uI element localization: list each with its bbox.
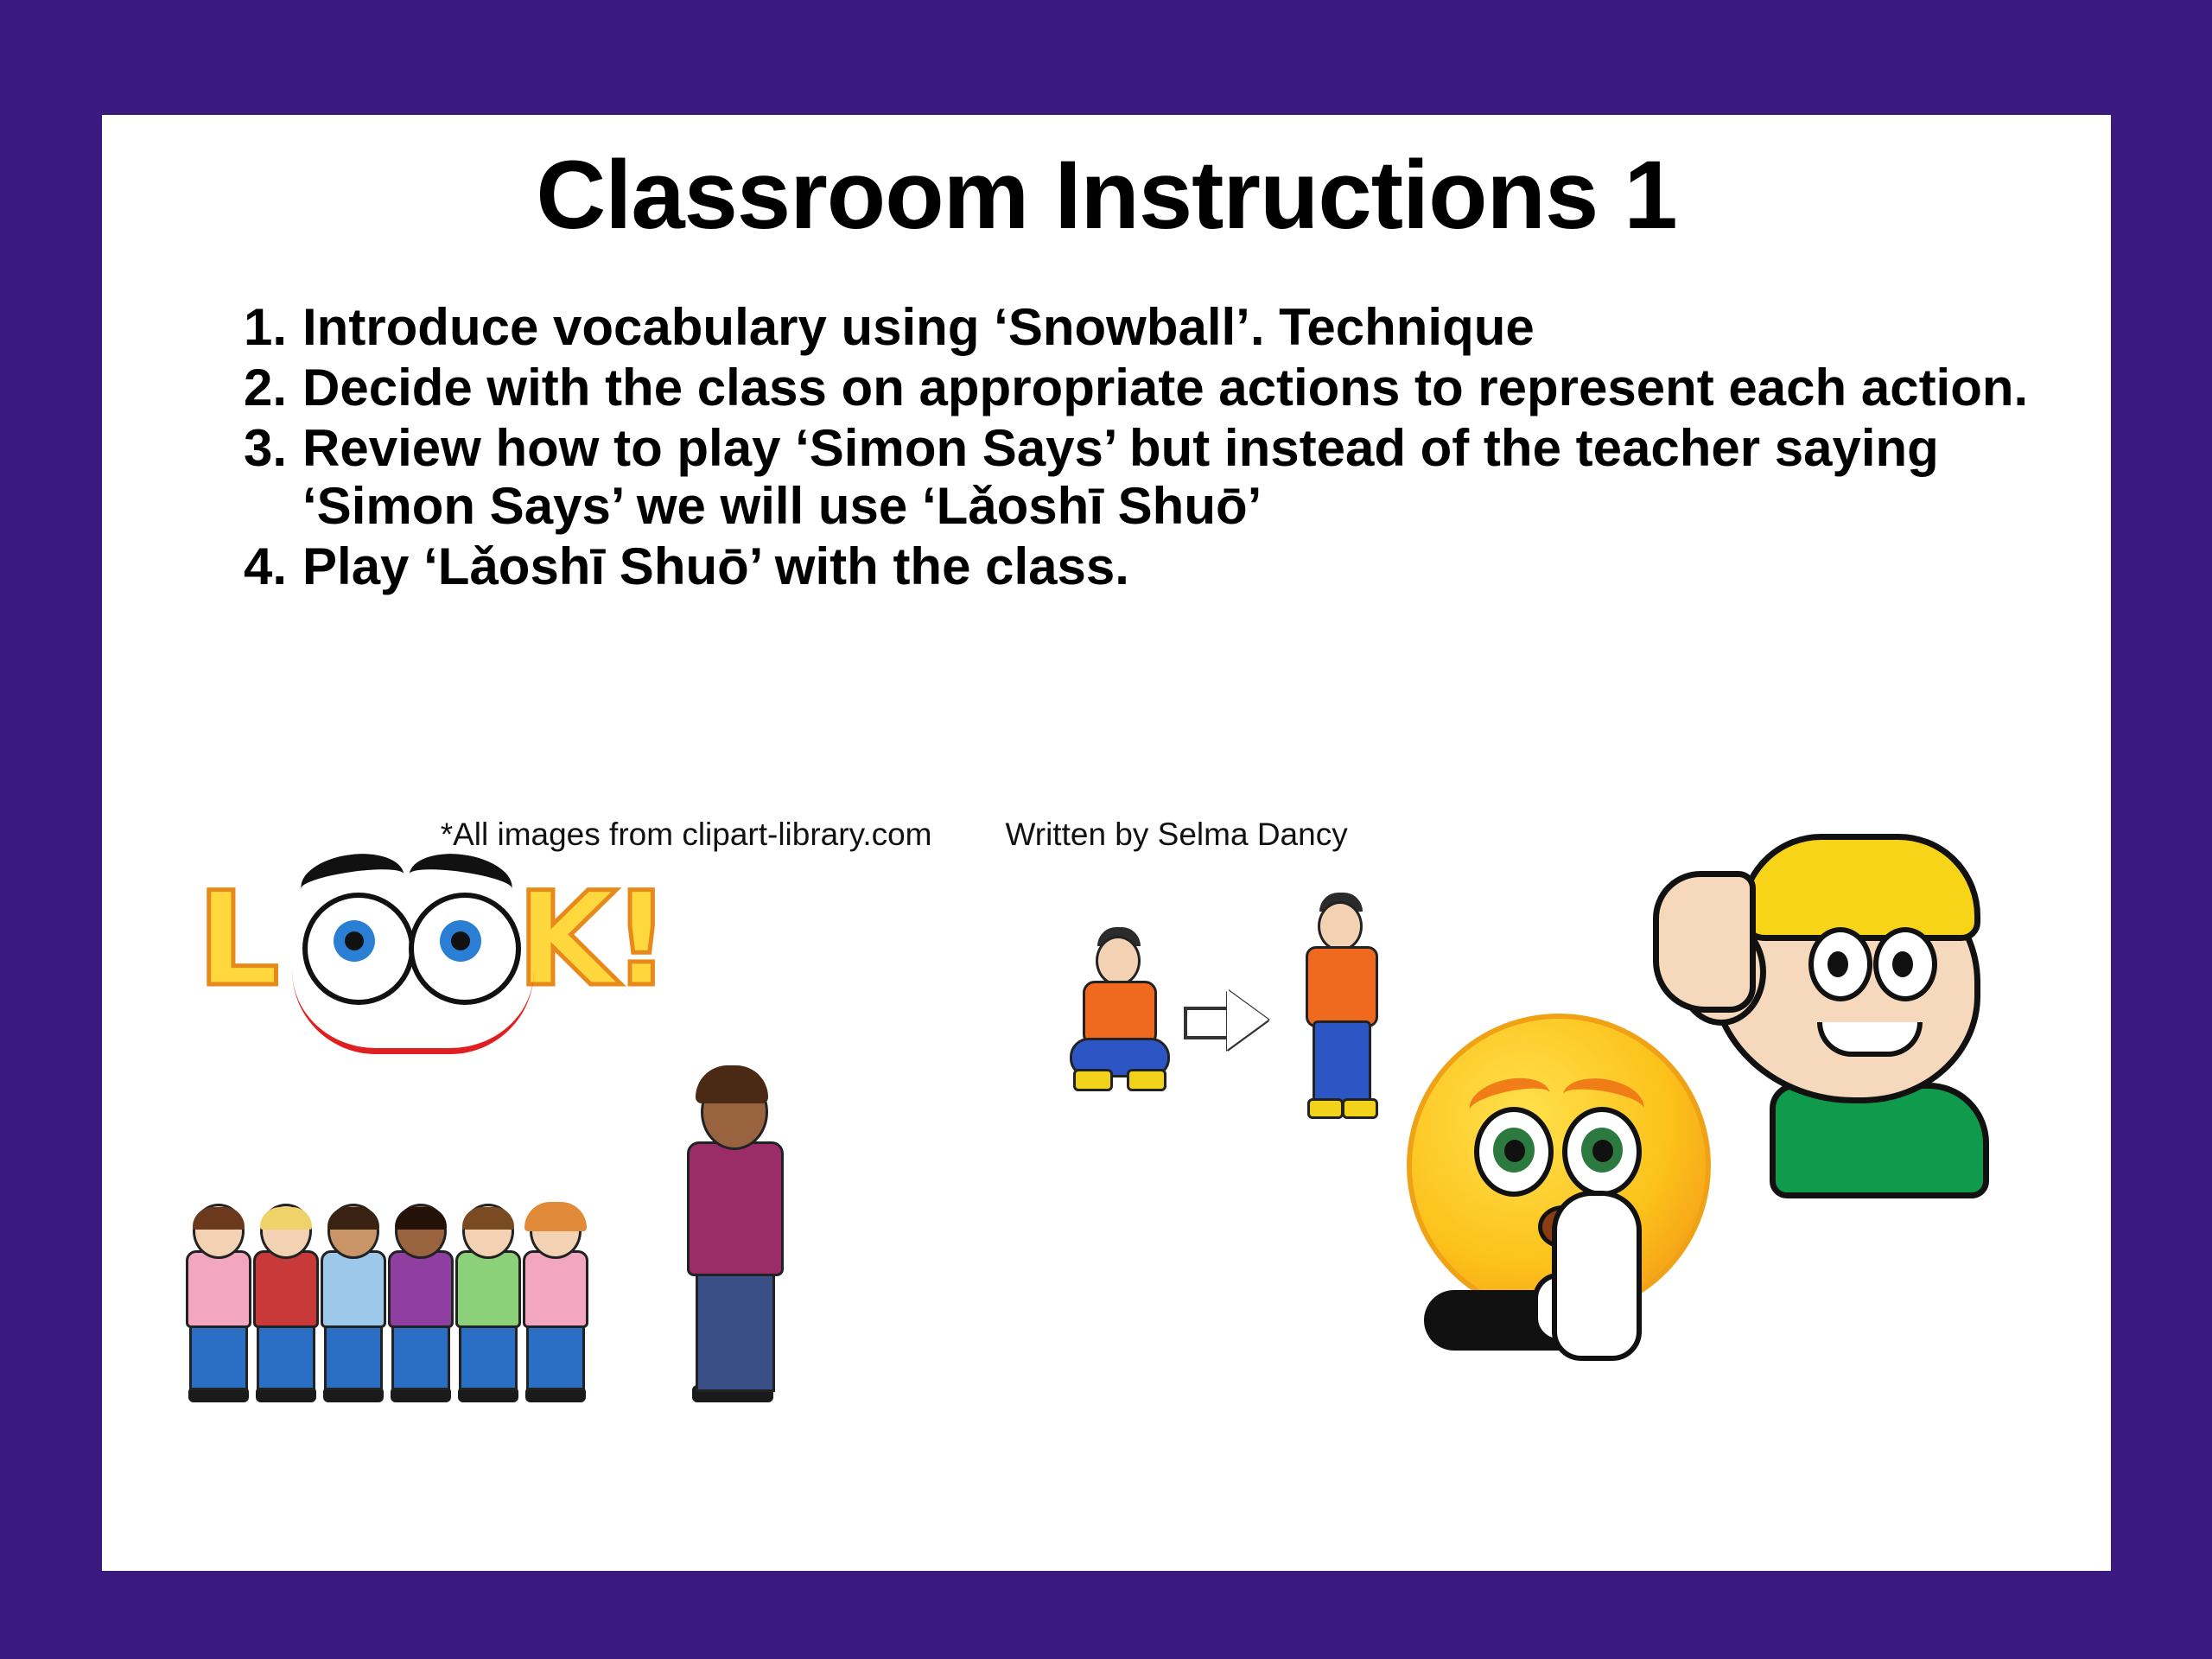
list-item-text: Introduce vocabulary using ‘Snowball’. Technique [302, 298, 1535, 356]
sitting-person-icon [1061, 927, 1182, 1117]
list-item-text: Play ‘Lǎoshī Shuō’ with the class. [302, 537, 1129, 596]
page-title: Classroom Instructions 1 [536, 141, 1677, 249]
stand-up-figures-icon [1052, 893, 1415, 1169]
list-item-text: Decide with the class on appropriate actions to represent each action. [302, 358, 2029, 416]
child-figure [521, 1200, 590, 1402]
look-word-art-icon [197, 849, 681, 1048]
child-figure [454, 1204, 523, 1402]
credit-images: *All images from clipart-library.com [440, 817, 932, 852]
look-exclamation: ! [612, 865, 671, 1015]
child-figure [319, 1202, 388, 1402]
list-item-number: 2. [243, 358, 287, 416]
instruction-list [223, 298, 2046, 598]
list-item-number: 1. [243, 298, 287, 356]
child-figure [184, 1204, 253, 1402]
thinking-emoji-icon [1407, 1014, 1735, 1351]
list-item-text: Review how to play ‘Simon Says’ but instead of the teacher saying ‘Simon Says’ we will use ‘Lǎoshī Shuō’ [302, 418, 1939, 536]
class-group-icon [184, 1039, 806, 1402]
list-item-number: 4. [243, 537, 287, 596]
credit-author: Written by Selma Dancy [1005, 817, 1348, 852]
list-item-number: 3. [243, 418, 287, 477]
teacher-figure [668, 1065, 798, 1402]
list-item [223, 298, 2046, 357]
slide-canvas [102, 115, 2111, 1571]
artwork-area [102, 841, 2111, 1571]
list-item [223, 537, 2046, 596]
child-figure [251, 1195, 321, 1402]
child-figure [386, 1198, 455, 1402]
list-item [223, 359, 2046, 417]
standing-person-icon [1281, 893, 1402, 1152]
list-item [223, 419, 2046, 537]
look-letter-l: L [197, 865, 280, 1015]
look-letter-k: K [517, 865, 618, 1015]
